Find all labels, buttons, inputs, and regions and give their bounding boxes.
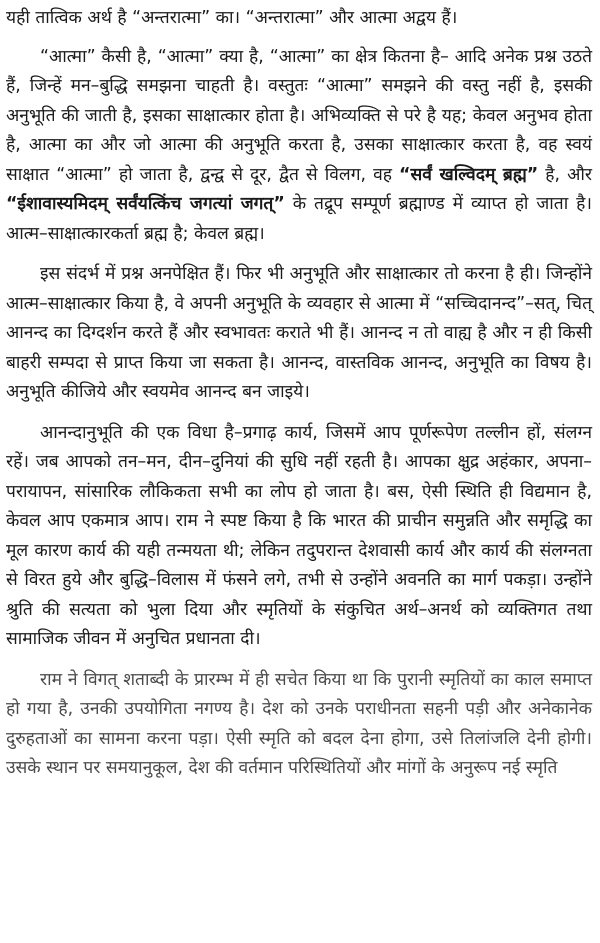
- paragraph-2-text-3: के तद्रूप सम्पूर्ण ब्रह्माण्ड में व्याप्त हो जाता है। आत्म–साक्षात्कारकर्ता ब्रह्म है; केवल ब्रह्म।: [6, 194, 592, 244]
- paragraph-3-text: इस संदर्भ में प्रश्न अनपेक्षित हैं। फिर भी अनुभूति और साक्षात्कार तो करना है ही। जिन्होंने आत्म–साक्षात्कार किया है, वे अपनी अनुभूति के व्यवहार से आत्मा में “सच्चिदानन्द”–सत्, चित् आनन्द का दिग्दर्शन करते हैं और स्वभावतः कराते भी हैं। आनन्द न तो वाह्य है और न ही किसी बाहरी सम्पदा से प्राप्त किया जा सकता है। आनन्द, वास्तविक आनन्द, अनुभूति का विषय है। अनुभूति कीजिये और स्वयमेव आनन्द बन जाइये।: [6, 264, 592, 402]
- paragraph-2-text-1: “आत्मा” कैसी है, “आत्मा” क्या है, “आत्मा” का क्षेत्र कितना है– आदि अनेक प्रश्न उठते हैं, जिन्हें मन–बुद्धि समझना चाहती है। वस्तुतः “आत्मा” समझने की वस्तु नहीं है, इसकी अनुभूति की जाती है, इसका साक्षात्कार होता है। अभिव्यक्ति से परे है यह; केवल अनुभव होता है, आत्मा का और जो आत्मा की अनुभूति करता है, उसका साक्षात्कार करता है, वह स्वयं साक्षात “आत्मा” हो जाता है, द्वन्द्व से दूर, द्वैत से विलग, वह: [6, 46, 592, 185]
- sanskrit-phrase-1: “सर्वं खल्विदम् ब्रह्म”: [399, 164, 539, 185]
- paragraph-2-text-2: है, और: [538, 164, 592, 185]
- paragraph-5-text: राम ने विगत् शताब्दी के प्रारम्भ में ही सचेत किया था कि पुरानी स्मृतियों का काल समाप्त हो गया है, उनकी उपयोगिता नगण्य है। देश को उनके पराधीनता सहनी पड़ी और अनेकानेक दुरुहताओं का सामना करना पड़ा। ऐसी स्मृति को बदल देना होगा, उसे तिलांजलि देनी होगी। उसके स्थान पर समयानुकूल, देश की वर्तमान परिस्थितियों और मांगों के अनुरूप नई स्मृति: [6, 669, 592, 778]
- sanskrit-phrase-2: “ईशावास्यमिदम् सर्वंयत्किंच जगत्यां जगत्”: [6, 194, 285, 214]
- paragraph-1-text: यही तात्विक अर्थ है “अन्तरात्मा” का। “अन्तरात्मा” और आत्मा अद्वय हैं।: [6, 8, 458, 28]
- paragraph-1: [6, 4, 592, 34]
- paragraph-3: [6, 260, 592, 408]
- paragraph-5: [6, 666, 592, 784]
- paragraph-4: [6, 419, 592, 655]
- paragraph-4-text: आनन्दानुभूति की एक विधा है–प्रगाढ़ कार्य, जिसमें आप पूर्णरूपेण तल्लीन हों, संलग्न रहें। जब आपको तन–मन, दीन–दुनियां की सुधि नहीं रहती है। आपका क्षुद्र अहंकार, अपना–परायापन, सांसारिक लौकिकता सभी का लोप हो जाता है। बस, ऐसी स्थिति ही विद्यमान है, केवल आप एकमात्र आप। राम ने स्पष्ट किया है कि भारत की प्राचीन समुन्नति और समृद्धि का मूल कारण कार्य की यही तन्मयता थी; लेकिन तदुपरान्त देशवासी कार्य और कार्य की संलग्नता से विरत हुये और बुद्धि–विलास में फंसने लगे, तभी से उन्होंने अवनति का मार्ग पकड़ा। उन्होंने श्रुति की सत्यता को भुला दिया और स्मृतियों के संकुचित अर्थ–अनर्थ को व्यक्तिगत तथा सामाजिक जीवन में अनुचित प्रधानता दी।: [6, 422, 592, 649]
- paragraph-2: [6, 43, 592, 250]
